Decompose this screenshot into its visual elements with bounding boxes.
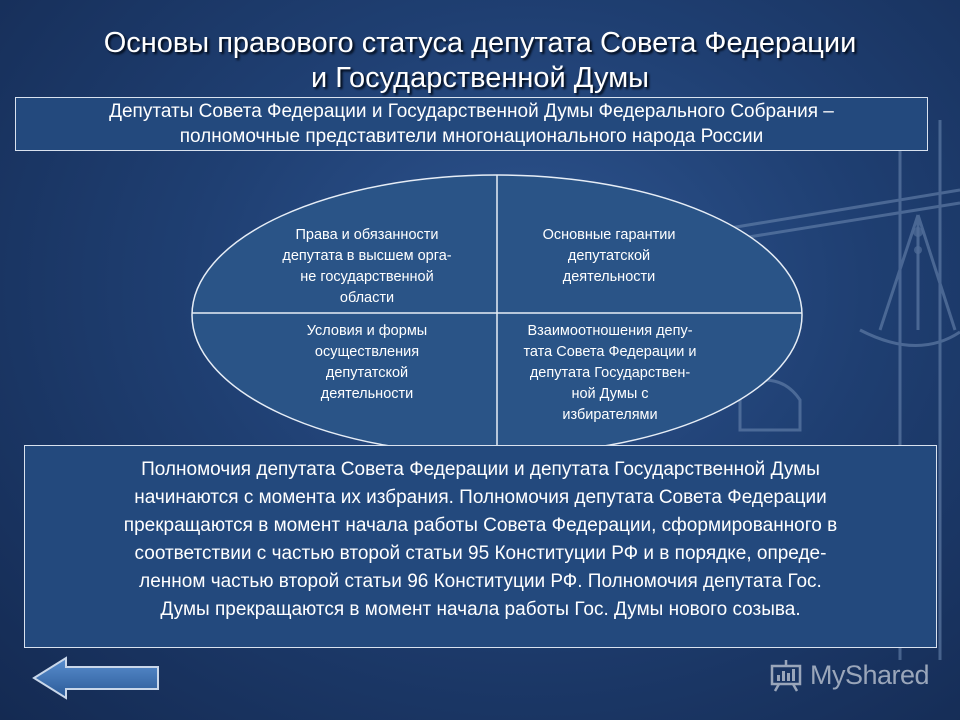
quadrant-line: Права и обязанности <box>295 227 439 243</box>
title-line-1: Основы правового статуса депутата Совета Федерации <box>103 27 857 59</box>
quadrant-line: тата Совета Федерации и <box>523 344 697 360</box>
quadrant-line: не государственной <box>300 269 434 285</box>
quadrant-line: области <box>339 290 395 306</box>
powers-info-box <box>24 445 937 648</box>
back-button[interactable] <box>30 655 162 701</box>
info-line: Полномочия депутата Совета Федерации и депутата Государственной Думы <box>141 459 820 480</box>
definition-box <box>15 97 928 151</box>
info-line: начинаются с момента их избрания. Полномочия депутата Совета Федерации <box>134 487 827 508</box>
info-line: Думы прекращаются в момент начала работы Гос. Думы нового созыва. <box>160 599 801 620</box>
quadrant-line: избирателями <box>562 407 658 423</box>
quadrant-line: деятельности <box>320 386 414 402</box>
quadrant-line: депутата Государствен- <box>529 365 691 381</box>
quadrant-line: депутатской <box>325 365 409 381</box>
quadrant-line: Условия и формы <box>306 323 428 339</box>
logo-text: MyShared <box>810 659 930 690</box>
quadrant-guarantees <box>505 225 713 288</box>
info-line: соответствии с частью второй статьи 95 Конституции РФ и в порядке, опреде- <box>134 543 827 564</box>
quadrant-line: ной Думы с <box>571 386 649 402</box>
quadrant-line: депутата в высшем орга- <box>282 248 452 264</box>
quadrant-line: Основные гарантии <box>542 227 676 243</box>
quadrant-rights-duties <box>254 225 480 309</box>
definition-line-2: полномочные представители многонационального народа России <box>179 126 764 147</box>
quadrant-conditions-forms <box>258 321 476 405</box>
quadrant-line: Взаимоотношения депу- <box>527 323 693 339</box>
back-arrow-icon[interactable] <box>30 655 162 701</box>
presentation-board-icon <box>768 657 804 693</box>
myshared-logo <box>768 656 929 694</box>
quadrant-line: деятельности <box>562 269 656 285</box>
quadrant-line: депутатской <box>567 248 651 264</box>
quadrant-line: осуществления <box>314 344 420 360</box>
page-title <box>0 26 960 96</box>
quadrant-relations-voters <box>492 321 728 426</box>
info-line: прекращаются в момент начала работы Совета Федерации, сформированного в <box>123 515 838 536</box>
title-line-2: и Государственной Думы <box>310 62 649 94</box>
definition-line-1: Депутаты Совета Федерации и Государственной Думы Федерального Собрания – <box>109 101 834 122</box>
info-line: ленном частью второй статьи 96 Конституции РФ. Полномочия депутата Гос. <box>139 571 822 592</box>
